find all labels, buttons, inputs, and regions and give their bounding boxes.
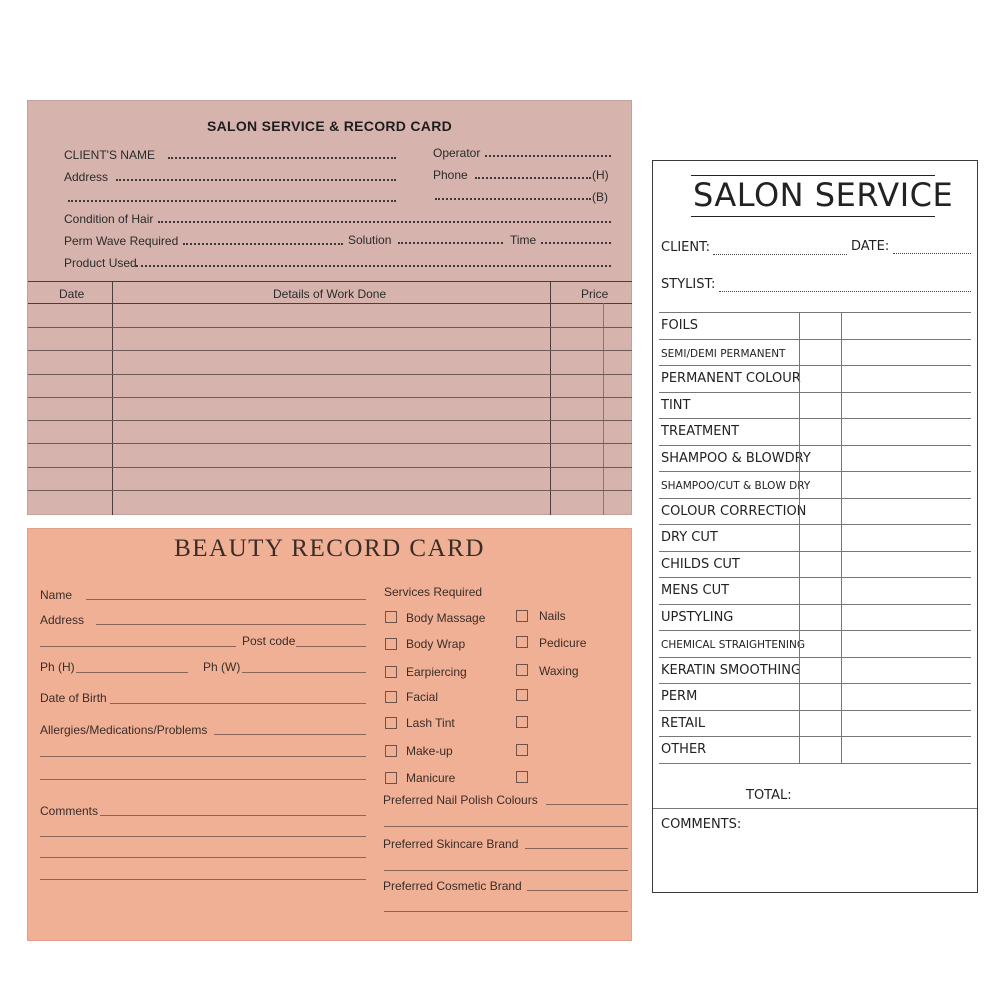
table-row[interactable] [799, 365, 971, 392]
date-field[interactable] [893, 253, 971, 254]
comments-label: COMMENTS: [661, 817, 742, 832]
make-up-checkbox[interactable] [385, 745, 397, 757]
extra-service-checkbox[interactable] [516, 689, 528, 701]
solution-label: Solution [348, 233, 392, 247]
facial-label: Facial [406, 690, 439, 704]
beauty-record-card [27, 528, 632, 941]
beauty-record-card-title: BEAUTY RECORD CARD [174, 535, 485, 562]
table-row[interactable] [799, 471, 971, 498]
address-field-2[interactable] [68, 200, 396, 202]
comments-field-4[interactable] [40, 879, 366, 880]
phone-home-marker: (H) [592, 168, 609, 182]
table-row[interactable] [28, 327, 632, 328]
table-top-border [28, 281, 632, 282]
table-row[interactable] [799, 418, 971, 445]
product-used-label: Product Used [64, 256, 137, 270]
services-required-label: Services Required [384, 585, 483, 599]
row-divider [659, 763, 971, 764]
allergies-field-2[interactable] [40, 756, 366, 757]
comments-divider [653, 808, 977, 809]
comments-field[interactable] [100, 815, 366, 816]
preferred-cosmetic-label: Preferred Cosmetic Brand [383, 879, 522, 893]
table-row[interactable] [28, 397, 632, 398]
waxing-label: Waxing [539, 664, 579, 678]
waxing-checkbox[interactable] [516, 664, 528, 676]
preferred-nail-field[interactable] [546, 804, 628, 805]
table-row[interactable] [799, 630, 971, 657]
phone-business-field[interactable] [435, 198, 591, 200]
service-label: OTHER [661, 742, 707, 757]
col-price-header: Price [581, 287, 609, 301]
table-row[interactable] [28, 467, 632, 468]
phone-label: Phone [433, 168, 468, 182]
body-wrap-label: Body Wrap [406, 637, 466, 651]
table-divider [112, 281, 113, 515]
service-label: PERM [661, 689, 698, 704]
preferred-skincare-field-2[interactable] [384, 870, 628, 871]
preferred-nail-label: Preferred Nail Polish Colours [383, 793, 538, 807]
lash-tint-checkbox[interactable] [385, 717, 397, 729]
service-label: TREATMENT [661, 424, 740, 439]
table-row[interactable] [799, 498, 971, 525]
service-label: PERMANENT COLOUR [661, 371, 801, 386]
body-massage-label: Body Massage [406, 611, 486, 625]
salon-service-title: SALON SERVICE [693, 176, 954, 214]
nails-label: Nails [539, 609, 566, 623]
comments-field-3[interactable] [40, 857, 366, 858]
table-row[interactable] [799, 339, 971, 366]
address-field[interactable] [96, 624, 366, 625]
total-label: TOTAL: [746, 788, 792, 803]
address-label: Address [40, 613, 85, 627]
post-code-label: Post code [242, 634, 296, 648]
col-details-header: Details of Work Done [273, 287, 387, 301]
comments-field-2[interactable] [40, 836, 366, 837]
table-row[interactable] [799, 551, 971, 578]
address-field[interactable] [116, 179, 396, 181]
date-label: DATE: [851, 239, 890, 254]
service-label: SHAMPOO & BLOWDRY [661, 450, 811, 466]
date-of-birth-field[interactable] [110, 703, 366, 704]
phone-home-field[interactable] [76, 672, 188, 673]
salon-record-card-title: SALON SERVICE & RECORD CARD [206, 118, 453, 134]
table-row[interactable] [28, 350, 632, 351]
phone-home-label: Ph (H) [40, 660, 75, 674]
preferred-skincare-label: Preferred Skincare Brand [383, 837, 519, 851]
table-row[interactable] [799, 392, 971, 419]
product-used-field[interactable] [136, 265, 611, 267]
table-row[interactable] [28, 490, 632, 491]
service-label: KERATIN SMOOTHING [661, 662, 802, 678]
date-of-birth-label: Date of Birth [40, 691, 107, 705]
table-row[interactable] [799, 710, 971, 737]
name-label: Name [40, 588, 73, 602]
column-divider [799, 312, 800, 763]
table-divider [550, 281, 551, 515]
table-row[interactable] [799, 577, 971, 604]
service-label: COLOUR CORRECTION [661, 503, 807, 519]
preferred-nail-field-2[interactable] [384, 826, 628, 827]
preferred-cosmetic-field[interactable] [527, 890, 628, 891]
table-row[interactable] [799, 683, 971, 710]
allergies-field-3[interactable] [40, 779, 366, 780]
stylist-label: STYLIST: [661, 277, 716, 292]
condition-of-hair-label: Condition of Hair [64, 212, 154, 226]
client-field[interactable] [713, 254, 847, 255]
allergies-label: Allergies/Medications/Problems [40, 723, 208, 737]
pedicure-label: Pedicure [539, 636, 587, 650]
salon-record-card [27, 100, 632, 515]
solution-field[interactable] [398, 242, 503, 244]
operator-field[interactable] [485, 155, 611, 157]
allergies-field[interactable] [214, 734, 366, 735]
service-label: TINT [661, 397, 691, 413]
manicure-label: Manicure [406, 771, 456, 785]
make-up-label: Make-up [406, 744, 453, 758]
table-row[interactable] [28, 374, 632, 375]
phone-work-field[interactable] [242, 672, 366, 673]
table-row[interactable] [799, 657, 971, 684]
extra-service-checkbox[interactable] [516, 744, 528, 756]
table-row[interactable] [28, 420, 632, 421]
service-label: CHILDS CUT [661, 556, 740, 572]
phone-work-label: Ph (W) [203, 660, 241, 674]
earpiercing-checkbox[interactable] [385, 666, 397, 678]
client-label: CLIENT: [661, 240, 710, 255]
client-name-field[interactable] [168, 157, 396, 159]
manicure-checkbox[interactable] [385, 772, 397, 784]
phone-home-field[interactable] [475, 177, 591, 179]
time-label: Time [510, 233, 537, 247]
time-field[interactable] [541, 242, 611, 244]
condition-of-hair-field[interactable] [158, 221, 611, 223]
address-field-2[interactable] [40, 646, 236, 647]
service-label: UPSTYLING [661, 609, 734, 625]
facial-checkbox[interactable] [385, 691, 397, 703]
preferred-cosmetic-field-2[interactable] [384, 911, 628, 912]
extra-service-checkbox[interactable] [516, 771, 528, 783]
nails-checkbox[interactable] [516, 610, 528, 622]
column-divider [841, 312, 842, 763]
body-wrap-checkbox[interactable] [385, 638, 397, 650]
phone-business-marker: (B) [592, 190, 608, 204]
col-date-header: Date [59, 287, 85, 301]
service-label: CHEMICAL STRAIGHTENING [661, 639, 805, 651]
extra-service-checkbox[interactable] [516, 716, 528, 728]
preferred-skincare-field[interactable] [525, 848, 628, 849]
table-header-border [28, 303, 632, 304]
address-label: Address [64, 170, 109, 184]
perm-wave-label: Perm Wave Required [64, 234, 179, 248]
table-row[interactable] [28, 443, 632, 444]
service-label: MENS CUT [661, 583, 730, 598]
table-row[interactable] [799, 445, 971, 472]
service-label: SEMI/DEMI PERMANENT [661, 347, 786, 360]
pedicure-checkbox[interactable] [516, 636, 528, 648]
operator-label: Operator [433, 146, 481, 160]
stylist-field[interactable] [719, 291, 971, 292]
service-label: SHAMPOO/CUT & BLOW DRY [661, 480, 811, 492]
table-divider [603, 303, 604, 515]
table-row[interactable] [799, 736, 971, 763]
service-label: DRY CUT [661, 530, 718, 545]
client-name-label: CLIENT'S NAME [64, 148, 155, 162]
table-row[interactable] [799, 524, 971, 551]
service-label: RETAIL [661, 715, 706, 731]
perm-wave-field[interactable] [183, 243, 343, 245]
salon-service-card [652, 160, 978, 893]
title-rule-bottom [691, 216, 935, 217]
body-massage-checkbox[interactable] [385, 611, 397, 623]
name-field[interactable] [86, 599, 366, 600]
service-label: FOILS [661, 318, 699, 333]
post-code-field[interactable] [296, 646, 366, 647]
table-row[interactable] [799, 604, 971, 631]
earpiercing-label: Earpiercing [406, 665, 467, 679]
comments-label: Comments [40, 804, 99, 818]
table-row[interactable] [799, 312, 971, 339]
lash-tint-label: Lash Tint [406, 716, 455, 730]
